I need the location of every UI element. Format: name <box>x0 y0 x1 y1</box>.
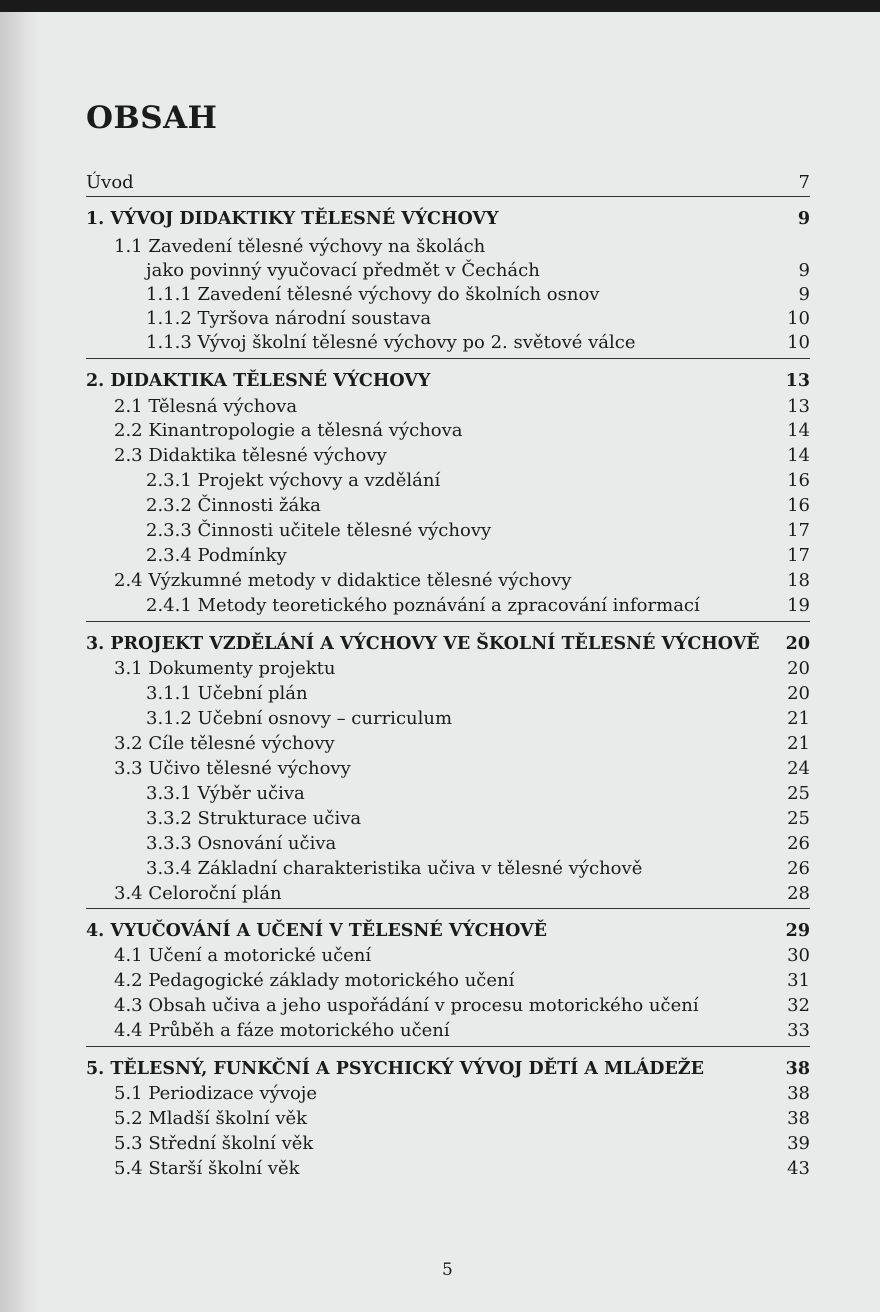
toc-entry-page: 14 <box>787 445 810 466</box>
toc-entry-label: 3.3.3 Osnování učiva <box>146 833 337 854</box>
toc-entry-label: 3.3 Učivo tělesné výchovy <box>114 758 351 779</box>
toc-entry-label: 2.1 Tělesná výchova <box>114 396 298 417</box>
toc-entry-label: 2.3.1 Projekt výchovy a vzdělání <box>146 470 441 491</box>
toc-entry-label: 1.1.3 Vývoj školní tělesné výchovy po 2. světové válce <box>146 332 636 353</box>
toc-entry-label: 2. DIDAKTIKA TĚLESNÉ VÝCHOVY <box>86 371 431 391</box>
toc-entry-page: 38 <box>787 1083 810 1104</box>
toc-entry-page: 16 <box>787 495 810 516</box>
toc-entry-page: 14 <box>787 420 810 441</box>
toc-entry-page: 16 <box>787 470 810 491</box>
toc-entry-page: 7 <box>798 172 810 193</box>
toc-entry-label: 3.1.1 Učební plán <box>146 683 308 704</box>
toc-entry-page: 39 <box>787 1133 810 1154</box>
toc-entry-page: 19 <box>787 595 810 616</box>
toc-entry-label: 5.1 Periodizace vývoje <box>114 1083 318 1104</box>
toc-entry <box>146 857 810 881</box>
toc-entry <box>146 832 810 856</box>
toc-entry <box>146 782 810 806</box>
chapter-divider <box>86 196 810 197</box>
toc-entry-label: 3.1 Dokumenty projektu <box>114 658 336 679</box>
book-gutter <box>0 12 40 1312</box>
toc-entry-label: 4.1 Učení a motorické učení <box>114 945 372 966</box>
toc-entry-label: 1. VÝVOJ DIDAKTIKY TĚLESNÉ VÝCHOVY <box>86 209 499 229</box>
toc-entry-page: 25 <box>787 783 810 804</box>
toc-entry <box>146 469 810 493</box>
toc-entry <box>114 419 810 443</box>
toc-entry-label: 4.2 Pedagogické základy motorického učení <box>114 970 515 991</box>
toc-entry <box>86 171 810 195</box>
toc-entry-page: 17 <box>787 520 810 541</box>
toc-entry-page: 9 <box>798 260 810 281</box>
toc-entry-label: jako povinný vyučovací předmět v Čechách <box>146 260 540 281</box>
toc-entry-page: 9 <box>797 209 810 229</box>
toc-entry-page: 18 <box>787 570 810 591</box>
toc-entry-page: 24 <box>787 758 810 779</box>
toc-entry <box>114 1107 810 1131</box>
toc-entry <box>146 331 810 355</box>
toc-entry-page: 28 <box>787 883 810 904</box>
toc-entry-label: 5.4 Starší školní věk <box>114 1158 300 1179</box>
toc-entry-page: 20 <box>787 658 810 679</box>
toc-entry <box>114 969 810 993</box>
toc-entry <box>146 594 810 618</box>
toc-entry <box>114 882 810 906</box>
toc-entry-page: 43 <box>787 1158 810 1179</box>
toc-entry <box>114 1132 810 1156</box>
toc-chapter-entry <box>86 369 810 393</box>
toc-entry <box>146 807 810 831</box>
book-page <box>40 12 880 1312</box>
toc-entry <box>114 395 810 419</box>
toc-entry-page: 20 <box>787 683 810 704</box>
toc-entry-page: 33 <box>787 1020 810 1041</box>
toc-entry <box>114 1019 810 1043</box>
toc-entry-page: 31 <box>787 970 810 991</box>
chapter-divider <box>86 358 810 359</box>
toc-entry-label: 5. TĚLESNÝ, FUNKČNÍ A PSYCHICKÝ VÝVOJ DĚTÍ A MLÁDEŽE <box>86 1059 704 1079</box>
toc-entry-label: 5.2 Mladší školní věk <box>114 1108 308 1129</box>
toc-entry-label: 3.4 Celoroční plán <box>114 883 282 904</box>
toc-entry-page: 21 <box>787 733 810 754</box>
toc-entry <box>146 519 810 543</box>
toc-entry <box>114 657 810 681</box>
toc-entry <box>146 283 810 307</box>
toc-entry-label: 4.3 Obsah učiva a jeho uspořádání v procesu motorického učení <box>114 995 699 1016</box>
toc-entry-page: 10 <box>787 332 810 353</box>
toc-entry-label: 3.3.1 Výběr učiva <box>146 783 305 804</box>
toc-entry-label: 2.3 Didaktika tělesné výchovy <box>114 445 387 466</box>
toc-entry-page: 9 <box>798 284 810 305</box>
toc-entry-page: 17 <box>787 545 810 566</box>
toc-entry <box>114 944 810 968</box>
chapter-divider <box>86 621 810 622</box>
toc-entry-label: 2.4.1 Metody teoretického poznávání a zpracování informací <box>146 595 700 616</box>
toc-entry-label: 2.3.4 Podmínky <box>146 545 287 566</box>
toc-entry-label: 2.2 Kinantropologie a tělesná výchova <box>114 420 463 441</box>
toc-entry-label: 2.3.2 Činnosti žáka <box>146 495 321 516</box>
toc-entry-page: 10 <box>787 308 810 329</box>
toc-entry-page: 25 <box>787 808 810 829</box>
toc-entry-page: 21 <box>787 708 810 729</box>
toc-entry-page: 26 <box>787 858 810 879</box>
toc-entry <box>146 259 810 283</box>
toc-entry <box>146 494 810 518</box>
toc-entry-label: 3.3.4 Základní charakteristika učiva v tělesné výchově <box>146 858 643 879</box>
toc-entry <box>114 732 810 756</box>
toc-entry <box>114 569 810 593</box>
toc-entry <box>146 707 810 731</box>
toc-entry <box>114 235 810 259</box>
toc-entry-label: 1.1.2 Tyršova národní soustava <box>146 308 432 329</box>
toc-chapter-entry <box>86 1057 810 1081</box>
toc-entry-label: 4.4 Průběh a fáze motorického učení <box>114 1020 450 1041</box>
toc-entry-page: 38 <box>787 1108 810 1129</box>
chapter-divider <box>86 1046 810 1047</box>
toc-entry-page: 30 <box>787 945 810 966</box>
toc-entry-page: 38 <box>785 1059 810 1079</box>
toc-entry-label: 3. PROJEKT VZDĚLÁNÍ A VÝCHOVY VE ŠKOLNÍ TĚLESNÉ VÝCHOVĚ <box>86 634 760 654</box>
toc-entry-page: 20 <box>785 634 810 654</box>
toc-entry <box>114 444 810 468</box>
toc-entry-page: 29 <box>785 921 810 941</box>
toc-entry <box>114 994 810 1018</box>
toc-entry-label: 3.1.2 Učební osnovy – curriculum <box>146 708 453 729</box>
toc-entry <box>146 682 810 706</box>
table-of-contents <box>40 12 880 1312</box>
toc-entry <box>146 544 810 568</box>
page-number: 5 <box>442 1260 453 1280</box>
toc-entry-page: 32 <box>787 995 810 1016</box>
toc-entry-page: 26 <box>787 833 810 854</box>
toc-chapter-entry <box>86 207 810 231</box>
toc-entry-page: 13 <box>785 371 810 391</box>
toc-entry-label: 5.3 Střední školní věk <box>114 1133 314 1154</box>
toc-entry <box>114 757 810 781</box>
toc-entry-label: 4. VYUČOVÁNÍ A UČENÍ V TĚLESNÉ VÝCHOVĚ <box>86 921 547 941</box>
toc-entry <box>114 1082 810 1106</box>
toc-entry <box>114 1157 810 1181</box>
page-title: OBSAH <box>86 100 218 136</box>
toc-entry <box>146 307 810 331</box>
toc-entry-label: Úvod <box>86 172 134 193</box>
toc-entry-label: 2.3.3 Činnosti učitele tělesné výchovy <box>146 520 492 541</box>
toc-entry-label: 1.1 Zavedení tělesné výchovy na školách <box>114 236 486 257</box>
toc-entry-page: 13 <box>787 396 810 417</box>
toc-entry-label: 3.2 Cíle tělesné výchovy <box>114 733 335 754</box>
scan-top-edge <box>0 0 880 12</box>
toc-entry-label: 2.4 Výzkumné metody v didaktice tělesné výchovy <box>114 570 572 591</box>
toc-chapter-entry <box>86 919 810 943</box>
toc-chapter-entry <box>86 632 810 656</box>
toc-entry-label: 1.1.1 Zavedení tělesné výchovy do školních osnov <box>146 284 600 305</box>
chapter-divider <box>86 908 810 909</box>
toc-entry-label: 3.3.2 Strukturace učiva <box>146 808 362 829</box>
